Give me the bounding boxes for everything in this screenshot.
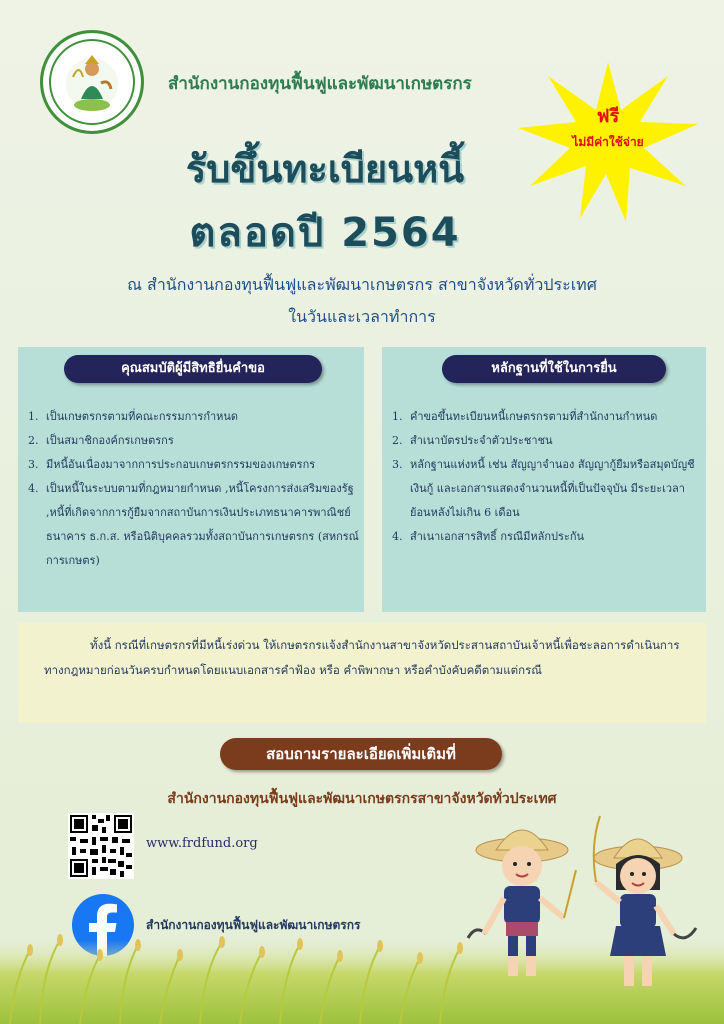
location-line: ณ สำนักงานกองทุนฟื้นฟูและพัฒนาเกษตรกร สาขาจังหวัดทั่วประเทศ: [127, 275, 597, 294]
list-item: 1. คำขอขึ้นทะเบียนหนี้เกษตรกรตามที่สำนักงานกำหนด: [392, 410, 658, 423]
list-item: 3. หลักฐานแห่งหนี้ เช่น สัญญาจำนอง สัญญากู้ยืมหรือสมุดบัญชีเงินกู้ และเอกสารแสดงจำนวนหนี้ที่เป็นปัจจุบัน มีระยะเวลาย้อนหลังไม่เกิน 6 เดือน: [392, 458, 695, 519]
documents-list: [392, 405, 704, 549]
headline-debt-registration: รับขึ้นทะเบียนหนี้: [185, 147, 465, 191]
qualifications-panel: [18, 347, 364, 612]
website-link[interactable]: www.frdfund.org: [146, 836, 258, 851]
list-item: 4. สำเนาเอกสารสิทธิ์ กรณีมีหลักประกัน: [392, 530, 585, 543]
documents-panel: [382, 347, 706, 612]
organization-name: สำนักงานกองทุนฟื้นฟูและพัฒนาเกษตรกร: [168, 74, 472, 94]
badge-free: ฟรี: [596, 106, 620, 127]
qualifications-title: คุณสมบัติผู้มีสิทธิยื่นคำขอ: [64, 355, 322, 383]
list-item: 2. สำเนาบัตรประจำตัวประชาชน: [392, 434, 553, 447]
qualifications-list: [28, 405, 362, 573]
note-text: ทั้งนี้ กรณีที่เกษตรกรที่มีหนี้เร่งด่วน ให้เกษตรกรแจ้งสำนักงานสาขาจังหวัดประสานสถาบันเจ้าหนี้เพื่อชะลอการดำเนินการทางกฎหมายก่อนวันครบกำหนดโดยแนบเอกสารคำฟ้อง หรือ คำพิพากษา หรือคำบังคับคดีตามแต่กรณี: [44, 638, 680, 677]
office-hours-line: ในวันและเวลาทำการ: [288, 307, 436, 326]
badge-no-cost: ไม่มีค่าใช้จ่าย: [572, 135, 644, 149]
qr-code-icon[interactable]: [68, 813, 134, 879]
facebook-page-name[interactable]: สำนักงานกองทุนฟื้นฟูและพัฒนาเกษตรกร: [146, 918, 361, 932]
contact-organization: สำนักงานกองทุนฟื้นฟูและพัฒนาเกษตรกรสาขาจังหวัดทั่วประเทศ: [167, 791, 557, 807]
list-item: 4. เป็นหนี้ในระบบตามที่กฎหมายกำหนด ,หนี้โครงการส่งเสริมของรัฐ ,หนี้ที่เกิดจากการกู้ยืมจากสถาบันการเงินประเภทธนาคารพาณิชย์ ธนาคาร ธ.ก.ส. หรือนิติบุคคลรวมทั้งสถาบันการเกษตรกร (สหกรณ์การเกษตร): [28, 482, 359, 567]
list-item: 3. มีหนี้อันเนื่องมาจากการประกอบเกษตรกรรมของเกษตรกร: [28, 458, 316, 471]
organization-logo: [40, 30, 144, 134]
contact-title: สอบถามรายละเอียดเพิ่มเติมที่: [220, 738, 502, 770]
urgent-debt-note: [18, 623, 706, 723]
documents-title: หลักฐานที่ใช้ในการยื่น: [442, 355, 666, 383]
farmer-children-illustration: [460, 806, 710, 1010]
headline-year: ตลอดปี 2564: [189, 210, 461, 256]
list-item: 1. เป็นเกษตรกรตามที่คณะกรรมการกำหนด: [28, 410, 239, 423]
list-item: 2. เป็นสมาชิกองค์กรเกษตรกร: [28, 434, 174, 447]
